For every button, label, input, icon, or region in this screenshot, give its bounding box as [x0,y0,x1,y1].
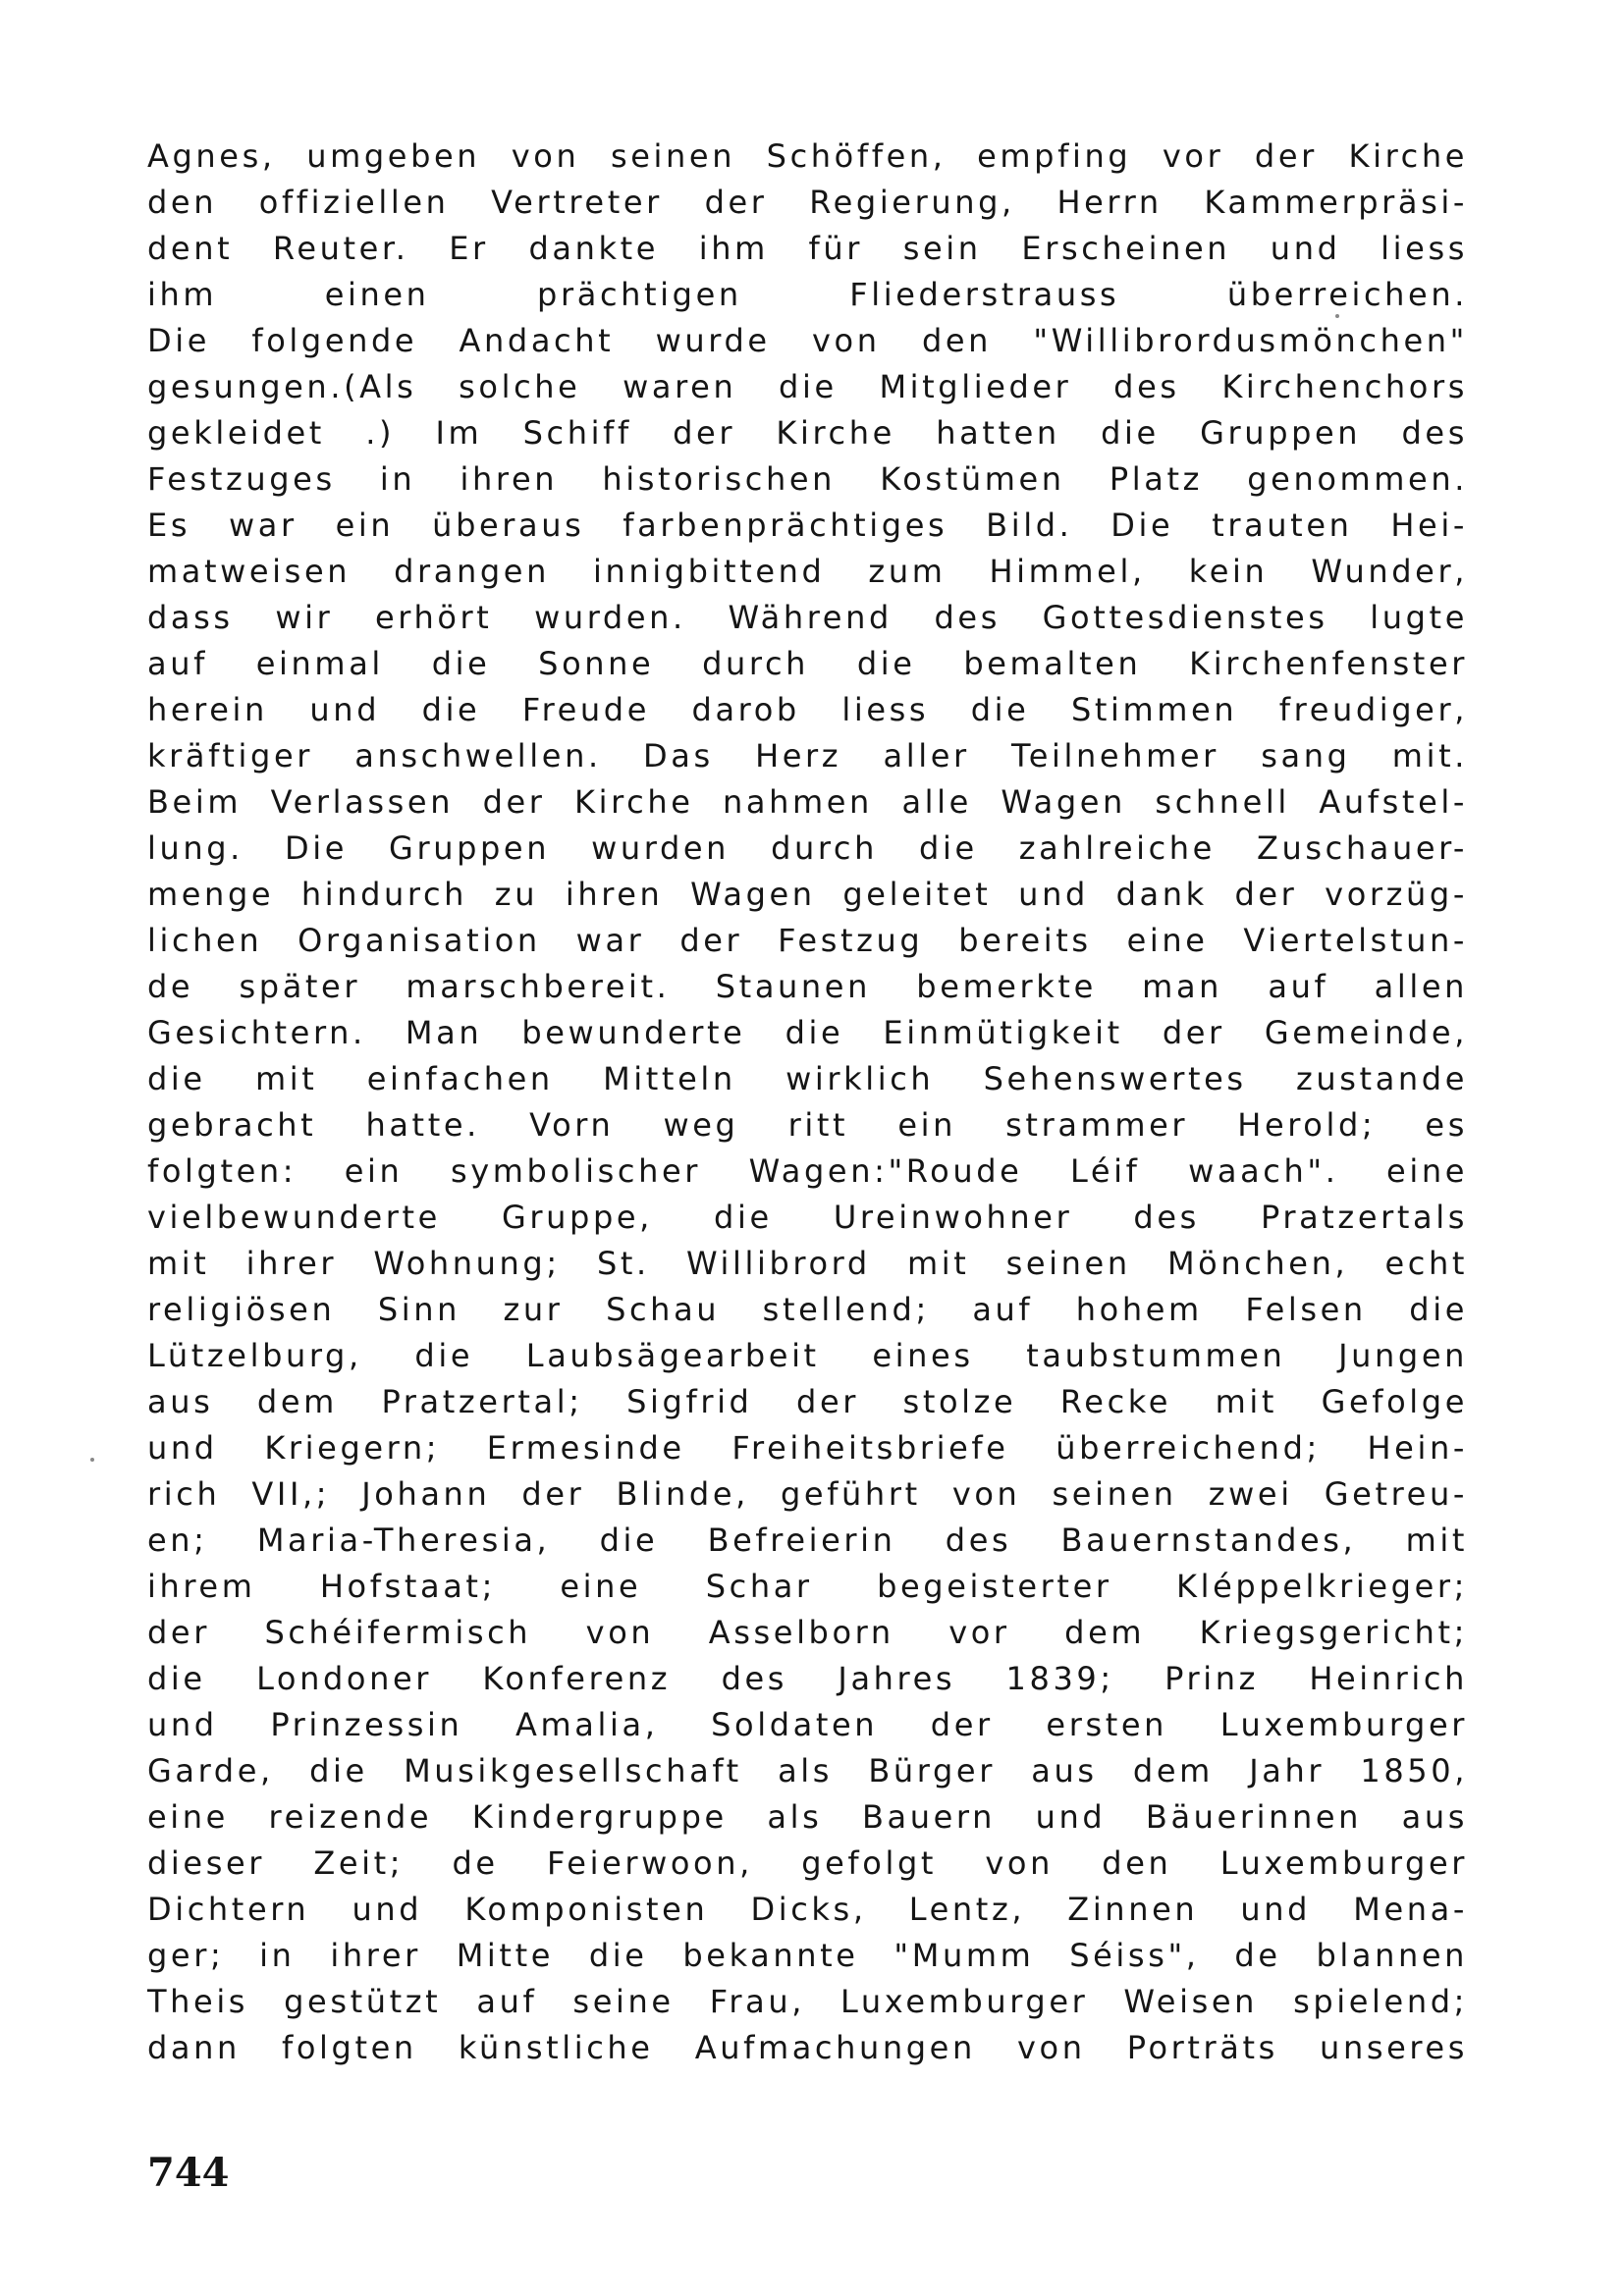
text-line: lung. Die Gruppen wurden durch die zahlreiche Zuschauer- [147,829,1468,867]
text-line: ger; in ihrer Mitte die bekannte "Mumm Séiss", de blannen [147,1937,1468,1974]
text-line: die Londoner Konferenz des Jahres 1839; Prinz Heinrich [147,1660,1468,1697]
text-line: dann folgten künstliche Aufmachungen von Porträts unseres [147,2029,1468,2066]
text-line: lichen Organisation war der Festzug bereits eine Viertelstun- [147,922,1468,959]
text-line: de später marschbereit. Staunen bemerkte man auf allen [147,968,1468,1005]
text-line: herein und die Freude darob liess die Stimmen freudiger, [147,691,1468,728]
scan-speck [90,1458,94,1462]
text-line: der Schéifermisch von Asselborn vor dem Kriegsgericht; [147,1614,1468,1651]
text-line: Agnes, umgeben von seinen Schöffen, empfing vor der Kirche [147,137,1468,175]
text-line: und Prinzessin Amalia, Soldaten der ersten Luxemburger [147,1706,1468,1743]
text-line: Lützelburg, die Laubsägearbeit eines taubstummen Jungen [147,1337,1468,1374]
text-line: mit ihrer Wohnung; St. Willibrord mit seinen Mönchen, echt [147,1245,1468,1282]
text-line: dieser Zeit; de Feierwoon, gefolgt von den Luxemburger [147,1844,1468,1882]
text-line: matweisen drangen innigbittend zum Himmel, kein Wunder, [147,553,1468,590]
text-line: rich VII,; Johann der Blinde, geführt von seinen zwei Getreu- [147,1475,1468,1513]
text-line: dent Reuter. Er dankte ihm für sein Erscheinen und liess [147,230,1468,267]
text-line: Garde, die Musikgesellschaft als Bürger aus dem Jahr 1850, [147,1752,1468,1789]
text-line: die mit einfachen Mitteln wirklich Sehenswertes zustande [147,1060,1468,1097]
text-line: kräftiger anschwellen. Das Herz aller Teilnehmer sang mit. [147,737,1468,774]
text-line: Festzuges in ihren historischen Kostümen Platz genommen. [147,460,1468,498]
text-line: religiösen Sinn zur Schau stellend; auf hohem Felsen die [147,1291,1468,1328]
text-line: gekleidet .) Im Schiff der Kirche hatten die Gruppen des [147,414,1468,452]
text-line: Gesichtern. Man bewunderte die Einmütigkeit der Gemeinde, [147,1014,1468,1051]
text-line: gesungen.(Als solche waren die Mitglieder des Kirchenchors [147,368,1468,405]
text-line: Es war ein überaus farbenprächtiges Bild. Die trauten Hei- [147,507,1468,544]
text-line: den offiziellen Vertreter der Regierung, Herrn Kammerpräsi- [147,184,1468,221]
text-line: auf einmal die Sonne durch die bemalten Kirchenfenster [147,645,1468,682]
text-line: folgten: ein symbolischer Wagen:"Roude Léif waach". eine [147,1152,1468,1190]
text-line: ihm einen prächtigen Fliederstrauss überreichen. [147,276,1468,313]
body-text [147,133,1468,2071]
text-line: Dichtern und Komponisten Dicks, Lentz, Zinnen und Mena- [147,1891,1468,1928]
text-line: vielbewunderte Gruppe, die Ureinwohner des Pratzertals [147,1199,1468,1236]
text-line: aus dem Pratzertal; Sigfrid der stolze Recke mit Gefolge [147,1383,1468,1420]
text-line: ihrem Hofstaat; eine Schar begeisterter Kléppelkrieger; [147,1568,1468,1605]
text-line: Theis gestützt auf seine Frau, Luxemburger Weisen spielend; [147,1983,1468,2020]
text-line: Die folgende Andacht wurde von den "Willibrordusmönchen" [147,322,1468,359]
scan-speck [1335,314,1339,318]
text-line: en; Maria-Theresia, die Befreierin des Bauernstandes, mit [147,1522,1468,1559]
text-line: eine reizende Kindergruppe als Bauern und Bäuerinnen aus [147,1798,1468,1836]
text-line: dass wir erhört wurden. Während des Gottesdienstes lugte [147,599,1468,636]
page-number: 744 [147,2150,230,2196]
text-line: Beim Verlassen der Kirche nahmen alle Wagen schnell Aufstel- [147,783,1468,821]
text-line: menge hindurch zu ihren Wagen geleitet und dank der vorzüg- [147,876,1468,913]
text-line: und Kriegern; Ermesinde Freiheitsbriefe überreichend; Hein- [147,1429,1468,1467]
text-line: gebracht hatte. Vorn weg ritt ein strammer Herold; es [147,1106,1468,1144]
